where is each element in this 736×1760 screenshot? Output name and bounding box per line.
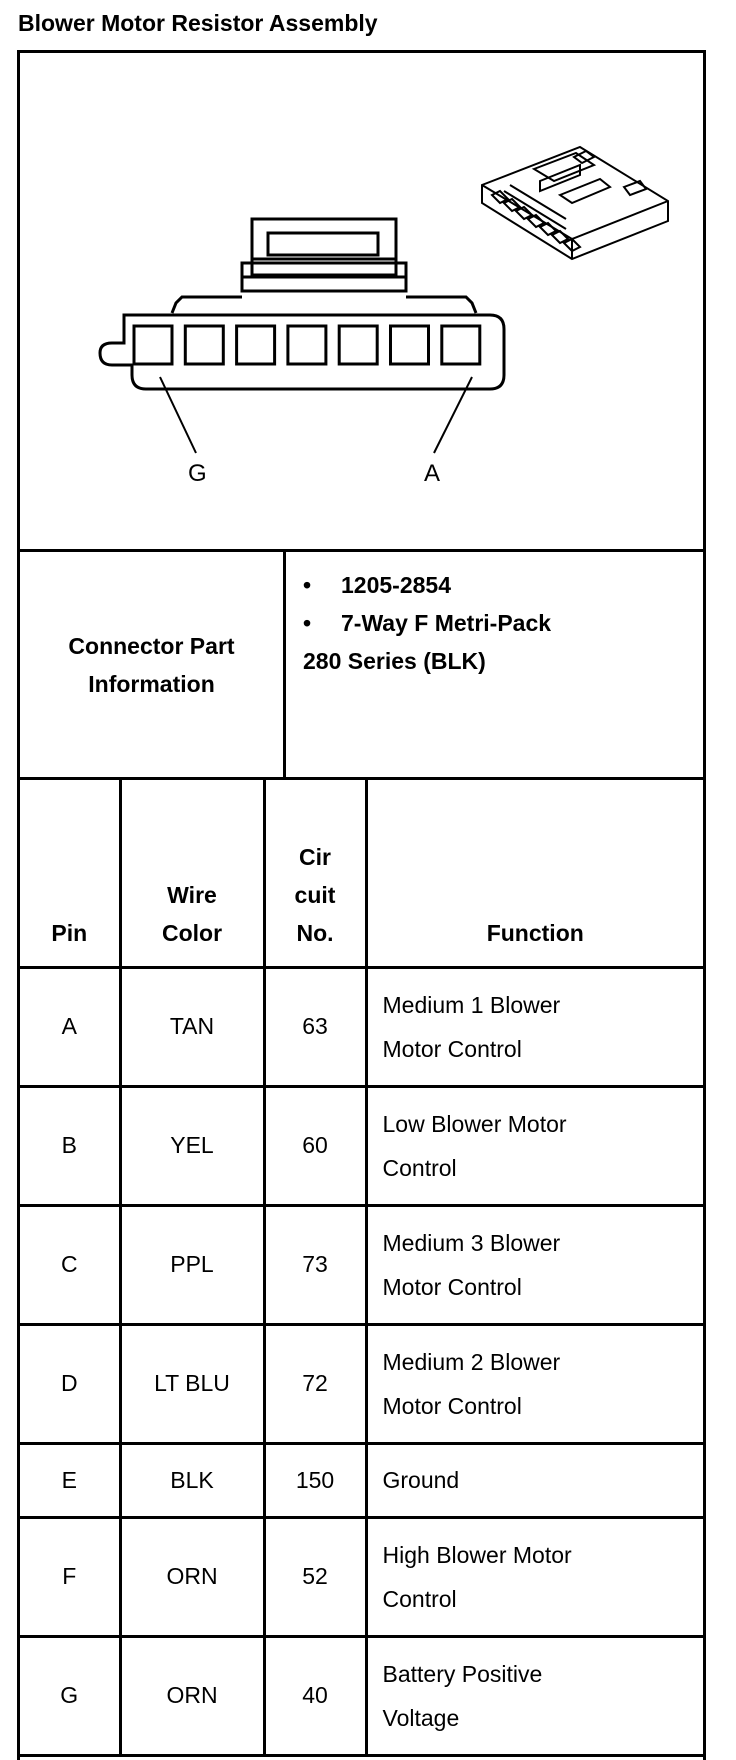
pin-cell: D — [20, 1324, 120, 1443]
connector-part-info-label: Connector Part Information — [68, 632, 235, 697]
function-cell: Medium 1 Blower Motor Control — [366, 967, 703, 1086]
wire-color-cell: ORN — [120, 1636, 264, 1755]
column-header-pin: Pin — [20, 780, 120, 967]
function-cell: High Blower Motor Control — [366, 1517, 703, 1636]
part-number: 1205-2854 — [341, 572, 451, 598]
table-row — [20, 1086, 703, 1205]
wire-color-cell: PPL — [120, 1205, 264, 1324]
circuit-cell: 72 — [264, 1324, 366, 1443]
pin-cavity — [339, 326, 377, 364]
pin-function-table — [20, 780, 703, 1757]
circuit-cell: 60 — [264, 1086, 366, 1205]
pin-cell: G — [20, 1636, 120, 1755]
circuit-cell: 52 — [264, 1517, 366, 1636]
connector-face-diagram — [20, 53, 703, 549]
pin-cavities — [134, 326, 480, 364]
table-row — [20, 1636, 703, 1755]
table-row — [20, 1324, 703, 1443]
circuit-cell: 73 — [264, 1205, 366, 1324]
pin-cavity — [134, 326, 172, 364]
pin-cavity — [237, 326, 275, 364]
circuit-cell: 63 — [264, 967, 366, 1086]
wire-color-cell: BLK — [120, 1443, 264, 1517]
connector-part-info-row — [20, 552, 703, 780]
bullet-glyph: • — [303, 572, 312, 598]
pin-cavity — [288, 326, 326, 364]
pin-cell: E — [20, 1443, 120, 1517]
connector-part-info-label-cell — [20, 552, 286, 777]
function-cell: Medium 2 Blower Motor Control — [366, 1324, 703, 1443]
wire-color-cell: TAN — [120, 967, 264, 1086]
bullet-glyph: • — [303, 610, 312, 636]
column-header-wire-color: Wire Color — [120, 780, 264, 967]
connector-series: 280 Series (BLK) — [303, 648, 486, 674]
connector-isometric-icon — [482, 147, 668, 259]
circuit-cell: 40 — [264, 1636, 366, 1755]
pin-cavity — [185, 326, 223, 364]
function-cell: Medium 3 Blower Motor Control — [366, 1205, 703, 1324]
pin-label-g: G — [188, 460, 207, 487]
table-row — [20, 1205, 703, 1324]
table-row — [20, 1443, 703, 1517]
pin-cell: A — [20, 967, 120, 1086]
function-cell: Low Blower Motor Control — [366, 1086, 703, 1205]
pin-label-a: A — [424, 460, 441, 487]
circuit-cell: 150 — [264, 1443, 366, 1517]
connector-latch — [172, 219, 476, 313]
wire-color-cell: YEL — [120, 1086, 264, 1205]
wire-color-cell: LT BLU — [120, 1324, 264, 1443]
pin-cell: B — [20, 1086, 120, 1205]
connector-type: 7-Way F Metri-Pack — [341, 610, 552, 636]
function-cell: Battery Positive Voltage — [366, 1636, 703, 1755]
pin-cavity — [391, 326, 429, 364]
pin-cell: F — [20, 1517, 120, 1636]
wire-color-cell: ORN — [120, 1517, 264, 1636]
connector-part-info-values — [286, 552, 703, 777]
connector-document — [17, 50, 706, 1760]
column-header-function: Function — [366, 780, 703, 967]
column-header-circuit-no: Cir cuit No. — [264, 780, 366, 967]
pin-cavity — [442, 326, 480, 364]
table-row — [20, 1517, 703, 1636]
part-info-item — [303, 566, 703, 604]
table-row — [20, 967, 703, 1086]
connector-diagram-cell — [20, 53, 703, 552]
part-info-item — [303, 604, 703, 642]
pin-cell: C — [20, 1205, 120, 1324]
function-cell: Ground — [366, 1443, 703, 1517]
table-header-row — [20, 780, 703, 967]
page-title: Blower Motor Resistor Assembly — [18, 10, 378, 36]
